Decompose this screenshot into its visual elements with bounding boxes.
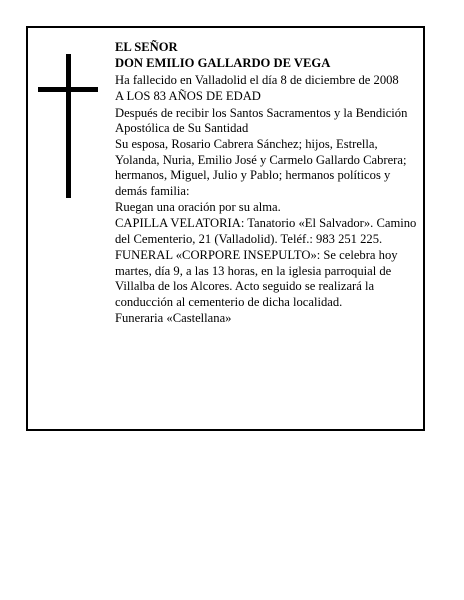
death-info: Ha fallecido en Valladolid el día 8 de diciembre de 2008 (115, 72, 399, 87)
funeral-home: Funeraria «Castellana» (115, 310, 232, 325)
cross-horizontal-bar (38, 87, 98, 92)
notice-title: EL SEÑOR (115, 40, 178, 54)
sacraments-text: Después de recibir los Santos Sacramentos y la Bendición Apostólica de Su Santidad (115, 105, 408, 136)
cross-vertical-bar (66, 54, 71, 198)
funeral-info: FUNERAL «CORPORE INSEPULTO»: Se celebra hoy martes, día 9, a las 13 horas, en la iglesia parroquial de Villalba de los Alcores. Acto seguido se realizará la conducción al cementerio de dicha localidad. (115, 248, 398, 309)
deceased-name: DON EMILIO GALLARDO DE VEGA (115, 56, 331, 71)
chapel-info: CAPILLA VELATORIA: Tanatorio «El Salvador». Camino del Cementerio, 21 (Valladolid). Teléf.: 983 251 225. (115, 216, 417, 246)
age-at-death: A LOS 83 AÑOS DE EDAD (115, 89, 261, 104)
obituary-notice (26, 26, 425, 431)
notice-text-block (115, 40, 423, 327)
family-list: Su esposa, Rosario Cabrera Sánchez; hijos, Estrella, Yolanda, Nuria, Emilio José y Carmelo Gallardo Cabrera; hermanos, Miguel, Julio y Pablo; hermanos políticos y demás familia: (115, 137, 407, 198)
cross-icon (38, 54, 98, 198)
prayer-request: Ruegan una oración por su alma. (115, 200, 281, 215)
